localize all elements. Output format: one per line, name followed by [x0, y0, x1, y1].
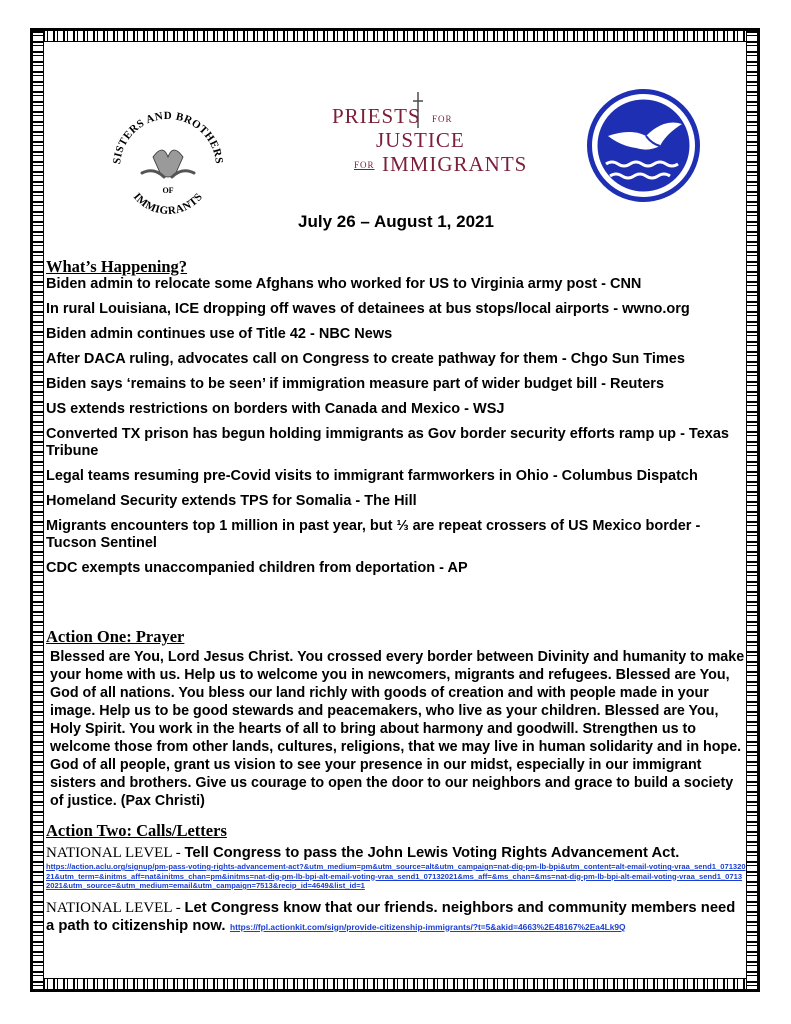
priests-for-justice-logo — [324, 90, 528, 180]
border-left — [32, 30, 44, 990]
border-right — [746, 30, 758, 990]
call-level: NATIONAL LEVEL — [46, 845, 172, 861]
action-two-section — [46, 822, 746, 935]
action-one-title: Action One: Prayer — [46, 627, 185, 646]
news-item: Legal teams resuming pre-Covid visits to immigrant farmworkers in Ohio - Columbus Dispatch — [46, 468, 698, 484]
border-bottom — [32, 978, 758, 990]
news-item: Biden admin to relocate some Afghans who worked for US to Virginia army post - CNN — [46, 276, 642, 292]
call-level: NATIONAL LEVEL — [46, 899, 172, 916]
news-item: Biden admin continues use of Title 42 - NBC News — [46, 326, 393, 342]
call-link[interactable]: https://action.aclu.org/signup/pm-pass-voting-rights-advancement-act?&utm_medium=pm&utm_source=alt&utm_campaign=nat-dig-pm-lb-bpi&utm_content=alt-email-voting-vraa_send1_07132021&utm_term=&initms_aff=nat&initms_chan=pm&initms=nat-dig-pm-lb-bpi-alt-email-voting-vraa_send1_07132021&ms_aff=&ms_chan=&ms=nat-dig-pm-lb-bpi-alt-email-voting-vraa_send1_07132021&utm_source=&utm_medium=email&utm_campaign=7513&recip_id=4649&list_id=1 — [46, 862, 746, 890]
logo-line-for-2: FOR — [354, 160, 375, 170]
logo-line-priests: PRIESTS — [332, 104, 421, 128]
whats-happening-title: What’s Happening? — [46, 257, 188, 276]
call-separator: - — [171, 845, 185, 861]
call-text: Tell Congress to pass the John Lewis Voting Rights Advancement Act. — [184, 845, 680, 861]
news-item: Homeland Security extends TPS for Somalia - The Hill — [46, 493, 417, 509]
call-item — [46, 899, 746, 935]
action-one-section — [46, 628, 746, 810]
call-link[interactable]: https://fpl.actionkit.com/sign/provide-citizenship-immigrants/?t=5&akid=4663%2E48167%2Ea4Lk9Q — [229, 921, 626, 932]
news-item: Converted TX prison has begun holding immigrants as Gov border security efforts ramp up - Texas Tribune — [46, 426, 729, 459]
news-item: Biden says ‘remains to be seen’ if immigration measure part of wider budget bill - Reuters — [46, 376, 665, 392]
news-item: US extends restrictions on borders with Canada and Mexico - WSJ — [46, 401, 505, 417]
news-item: After DACA ruling, advocates call on Congress to create pathway for them - Chgo Sun Times — [46, 351, 685, 367]
prayer-text: Blessed are You, Lord Jesus Christ. You crossed every border between Divinity and humanity to make your home with us. Help us to welcome you in newcomers, migrants and refugees. Blessed are You, God of all nations. You bless our land richly with goods of creation and with people made in your image. Help us to be good stewards and peacemakers, who live as your children. Blessed are You, Holy Spirit. You work in the hearts of all to bring about harmony and goodwill. Strengthen us to welcome those from other lands, cultures, religions, that we may live in human solidarity and in hope. God of all people, grant us vision to see your presence in our midst, especially in our immigrant sisters and brothers. Give us courage to open the door to our neighbors and grace to build a society of justice. (Pax Christi) — [50, 649, 745, 809]
call-separator: - — [171, 899, 185, 916]
logo-text-of: OF — [162, 186, 174, 195]
news-item: CDC exempts unaccompanied children from deportation - AP — [46, 560, 468, 576]
logo-text-top: SISTERS AND BROTHERS — [111, 109, 225, 165]
call-item — [46, 844, 746, 891]
logo-line-justice: JUSTICE — [376, 128, 465, 152]
date-range: July 26 – August 1, 2021 — [298, 212, 494, 231]
news-item: In rural Louisiana, ICE dropping off waves of detainees at bus stops/local airports - wwno.org — [46, 301, 690, 317]
logo-text-bottom: IMMIGRANTS — [130, 190, 206, 218]
news-item: Migrants encounters top 1 million in past year, but ⅓ are repeat crossers of US Mexico border - Tucson Sentinel — [46, 518, 701, 551]
dove-icon — [586, 88, 701, 203]
header-logos — [46, 40, 746, 218]
logo-line-immigrants: IMMIGRANTS — [382, 152, 528, 176]
document-content — [46, 40, 746, 934]
logo-line-for-1: FOR — [432, 114, 453, 124]
call-text: Let Congress know that our friends. neighbors and community members need a path to citizenship now. — [46, 899, 736, 934]
whats-happening-section — [46, 258, 746, 585]
action-two-title: Action Two: Calls/Letters — [46, 821, 227, 840]
